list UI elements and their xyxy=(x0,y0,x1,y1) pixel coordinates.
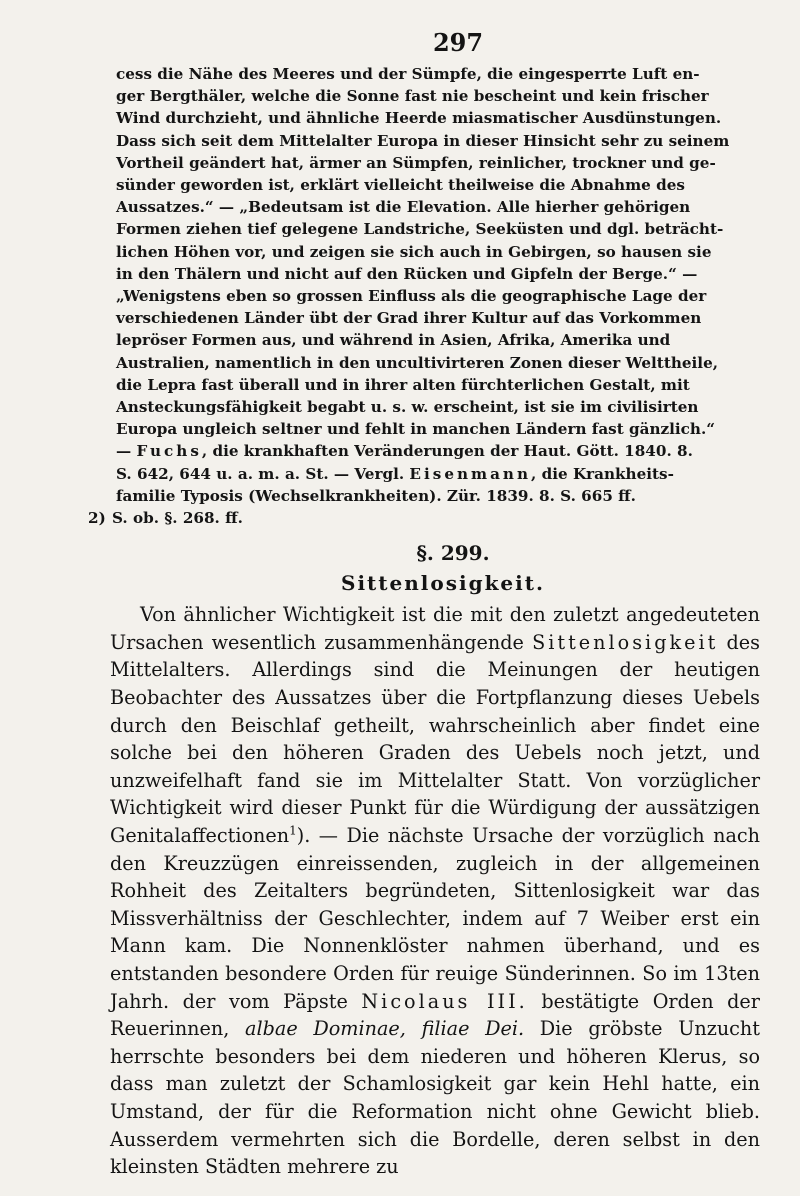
footnote-1-line: ger Bergthäler, welche die Sonne fast nie bescheint und kein frischer xyxy=(116,87,709,106)
footnote-1-line: Aussatzes.“ — „Bedeutsam ist die Elevation. Alle hierher gehörigen xyxy=(116,198,691,217)
footnote-1-line: Vortheil geändert hat, ärmer an Sümpfen, reinlicher, trockner und ge- xyxy=(116,153,716,172)
footnote-1-reference: familie Typosis (Wechselkrankheiten). Zür. 1839. 8. S. 665 ff. xyxy=(116,486,636,505)
reference-dash: — xyxy=(116,442,132,461)
pope-name: Nicolaus III. xyxy=(361,989,528,1013)
section-title: Sittenlosigkeit. xyxy=(341,571,545,596)
footnote-1-reference xyxy=(116,463,760,485)
section-number: §. 299. xyxy=(416,541,490,566)
footnote-1-reference xyxy=(116,440,760,462)
latin-phrase: albae Dominae, filiae Dei. xyxy=(245,1017,525,1041)
page-number: 297 xyxy=(432,28,484,57)
footnote-1-line: lepröser Formen aus, und während in Asien, Afrika, Amerika und xyxy=(116,331,671,350)
footnote-1-line: verschiedenen Länder übt der Grad ihrer Kultur auf das Vorkommen xyxy=(116,309,702,328)
footnote-marker: 1 xyxy=(289,823,297,838)
footnote-1-line: Australien, namentlich in den uncultivirteren Zonen dieser Welttheile, xyxy=(116,353,719,372)
footnote-1-line: lichen Höhen vor, und zeigen sie sich auch in Gebirgen, so hausen sie xyxy=(116,242,712,261)
reference-text: , die Krankheits- xyxy=(531,464,674,483)
footnote-1-line: in den Thälern und nicht auf den Rücken und Gipfeln der Berge.“ — xyxy=(116,264,698,283)
body-text: ). — Die nächste Ursache der vorzüglich nach den Kreuzzügen einreissenden, zugleich in der allgemeinen Rohheit des Zeitalters begründeten, Sittenlosigkeit war das Missverhältniss der Geschlechter, indem auf 7 Weiber erst ein Mann kam. Die Nonnenklöster nahmen überhand, und es entstanden besondere Orden für reuige Sünderinnen. So im 13ten Jahrh. der vom Päpste xyxy=(110,824,760,1013)
reference-text: S. 642, 644 u. a. m. a. St. — Vergl. xyxy=(116,464,405,483)
footnote-text: S. ob. §. 268. ff. xyxy=(112,509,243,528)
footnote-1-line: Europa ungleich seltner und fehlt in manchen Ländern fast gänzlich.“ xyxy=(116,420,715,439)
reference-author: Eisenmann xyxy=(409,464,532,483)
body-text: Die gröbste Unzucht herrschte besonders bei dem niederen und höheren Klerus, so dass man zuletzt der Schamlosigkeit gar kein Hehl hatte, ein Umstand, der für die Reformation nicht ohne Gewicht blieb. Ausserdem vermehrten sich die Bordelle, deren selbst in den kleinsten Städten mehrere zu xyxy=(110,1017,760,1179)
body-text: Von ähnlicher Wichtigkeit ist die mit den zuletzt angedeuteten Ursachen wesentlich zusammenhängende xyxy=(110,603,760,654)
footnote-1-line: sünder geworden ist, erklärt vielleicht theilweise die Abnahme des xyxy=(116,176,685,195)
footnote-2 xyxy=(88,507,760,529)
body-text: des Mittelalters. Allerdings sind die Meinungen der heutigen Beobachter des Aussatzes über die Fortpflanzung dieses Uebels durch den Beischlaf getheilt, wahrscheinlich aber findet eine solche bei den höheren Graden des Uebels noch jetzt, und unzweifelhaft fand sie im Mittelalter Statt. Von vorzüglicher Wichtigkeit wird dieser Punkt für die Würdigung der aussätzigen Genitalaffectionen xyxy=(110,630,761,848)
reference-text: , die krankhaften Veränderungen der Haut. Gött. 1840. 8. xyxy=(201,442,693,461)
footnote-1-line: Formen ziehen tief gelegene Landstriche, Seeküsten und dgl. beträcht- xyxy=(116,220,724,239)
footnote-1-line: Wind durchzieht, und ähnliche Heerde miasmatischer Ausdünstungen. xyxy=(116,109,722,128)
footnote-1-line: „Wenigstens eben so grossen Einfluss als die geographische Lage der xyxy=(116,287,707,306)
footnote-1-line: Dass sich seit dem Mittelalter Europa in dieser Hinsicht sehr zu seinem xyxy=(116,131,730,150)
footnote-1-line: cess die Nähe des Meeres und der Sümpfe, die eingesperrte Luft en- xyxy=(116,65,700,83)
footnote-1-line: die Lepra fast überall und in ihrer alten fürchterlichen Gestalt, mit xyxy=(116,375,690,394)
footnote-1-line: Ansteckungsfähigkeit begabt u. s. w. erscheint, ist sie im civilisirten xyxy=(116,398,699,417)
emphasized-term: Sittenlosigkeit xyxy=(532,630,719,654)
body-text: bestätigte Orden der Reuerinnen, xyxy=(110,989,760,1041)
footnote-number: 2) xyxy=(88,509,106,528)
reference-author: Fuchs xyxy=(136,442,202,461)
main-paragraph xyxy=(110,601,760,1180)
footnotes xyxy=(88,63,760,529)
